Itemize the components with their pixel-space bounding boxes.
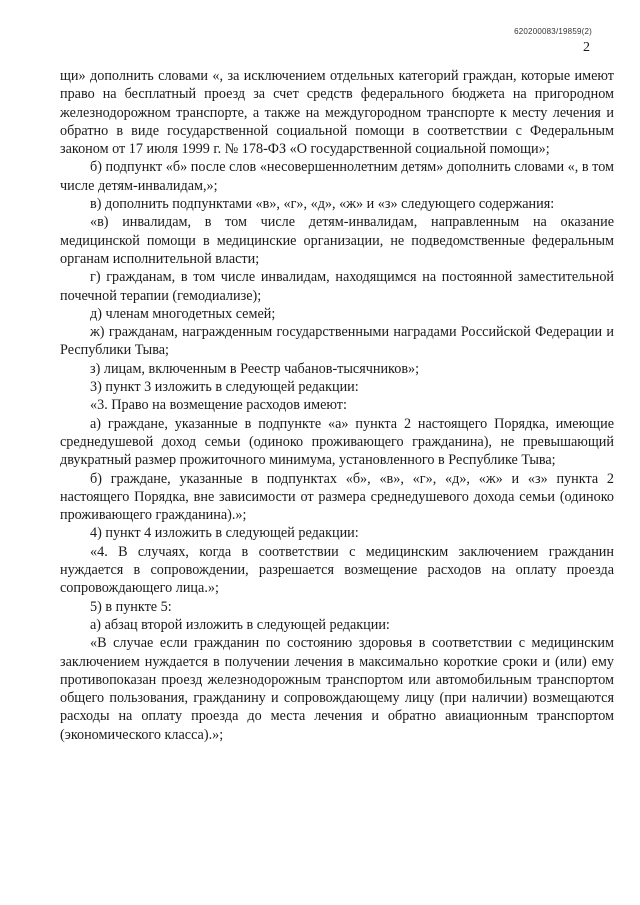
paragraph-z: з) лицам, включенным в Реестр чабанов-тысячников»; <box>90 360 420 377</box>
paragraph-zh: ж) гражданам, награжденным государственными наградами Российской Федерации и Республики Тыва; <box>60 324 614 359</box>
paragraph-5a-text: «В случае если гражданин по состоянию здоровья в соответствии с медицинским заключением нуждается в получении лечения в максимально короткие сроки и (или) ему противопоказан проезд железнодорожным транспортом или автомобильным транспортом общего пользования, гражданину и сопровождающему лицу (при наличии) возмещаются расходы на оплату проезда до места лечения и обратно авиационным транспортом (экономического класса).»; <box>60 635 614 743</box>
paragraph-item-3: 3) пункт 3 изложить в следующей редакции: <box>90 379 359 396</box>
paragraph-3b: б) граждане, указанные в подпунктах «б», «в», «г», «д», «ж» и «з» пункта 2 настоящего Порядка, вне зависимости от размера среднедушевого дохода семьи (одиноко проживающего гражданина).»; <box>60 470 614 524</box>
paragraph-item-4: 4) пункт 4 изложить в следующей редакции: <box>90 525 359 542</box>
document-body <box>60 67 614 744</box>
paragraph-d: д) членам многодетных семей; <box>90 305 276 322</box>
paragraph-v-add: в) дополнить подпунктами «в», «г», «д», «ж» и «з» следующего содержания: <box>90 196 555 213</box>
paragraph-g: г) гражданам, в том числе инвалидам, находящимся на постоянной заместительной почечной терапии (гемодиализе); <box>60 269 614 304</box>
page-number: 2 <box>583 40 590 55</box>
paragraph-v: «в) инвалидам, в том числе детям-инвалидам, направленным на оказание медицинской помощи в медицинские организации, не подведомственные федеральным органам исполнительной власти; <box>60 214 614 267</box>
paragraph-item-5: 5) в пункте 5: <box>90 598 172 615</box>
paragraph-b: б) подпункт «б» после слов «несовершеннолетним детям» дополнить словами «, в том числе детям-инвалидам,»; <box>60 159 614 194</box>
paragraph-3-title: «3. Право на возмещение расходов имеют: <box>90 397 347 414</box>
document-id: 620200083/19859(2) <box>514 27 592 36</box>
paragraph-4-text: «4. В случаях, когда в соответствии с медицинским заключением гражданин нуждается в сопровождении, разрешается возмещение расходов на оплату проезда сопровождающего лица.»; <box>60 543 614 597</box>
paragraph-5a: а) абзац второй изложить в следующей редакции: <box>90 616 390 633</box>
paragraph-3a: а) граждане, указанные в подпункте «а» пункта 2 настоящего Порядка, имеющие среднедушевой доход семьи (одиноко проживающего гражданина), не превышающий двукратный размер прожиточного минимума, установленного в Республике Тыва; <box>60 415 614 469</box>
paragraph-continuation: щи» дополнить словами «, за исключением отдельных категорий граждан, которые имеют право на бесплатный проезд за счет средств федерального бюджета на пригородном железнодорожном транспорте, а также на междугородном транспорте к месту лечения и обратно в виде государственной социальной помощи в соответствии с Федеральным законом от 17 июля 1999 г. № 178-ФЗ «О государственной социальной помощи»; <box>60 68 614 158</box>
